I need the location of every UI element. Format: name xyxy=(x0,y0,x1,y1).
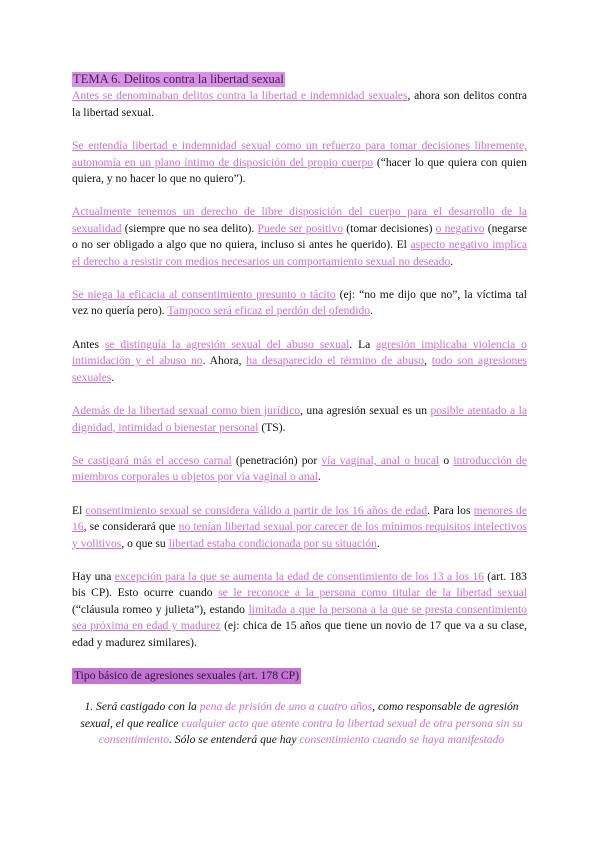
highlight: aspecto negativo implica el derecho a resistir con medios necesarios un comportamiento sexual no deseado xyxy=(72,238,527,268)
highlight: Además de la libertad sexual como bien jurídico xyxy=(72,404,301,418)
text: (TS). xyxy=(258,420,286,434)
highlight: Puede ser positivo xyxy=(257,221,344,235)
text: . Sólo se entenderá que hay xyxy=(169,733,300,747)
text: . Para los xyxy=(427,503,474,517)
text: . xyxy=(450,254,454,268)
highlight: Se niega la eficacia al consentimiento presunto o tácito xyxy=(72,288,336,302)
text: , se considerará que xyxy=(83,520,179,534)
text: (tomar decisiones) xyxy=(343,221,436,235)
text: (negarse o no ser obligado a algo que no quiera, incluso si antes he querido). El xyxy=(72,221,527,252)
highlight: cualquier acto que atente contra la libertad sexual de otra persona sin su consentimiento xyxy=(98,716,523,747)
subheading-paragraph xyxy=(72,668,527,684)
highlight: se le reconoce a la persona como titular de la libertad sexual xyxy=(218,586,527,600)
text: . Ahora, xyxy=(202,354,247,368)
subheading: Tipo básico de agresiones sexuales (art. 178 CP) xyxy=(72,668,301,684)
text: . xyxy=(376,536,380,550)
text: (art. 183 bis CP). Esto ocurre cuando xyxy=(72,569,527,600)
paragraph-7 xyxy=(72,453,527,486)
highlight: todo son agresiones sexuales xyxy=(72,354,527,384)
highlight: menores de 16 xyxy=(72,503,527,534)
text: , o que su xyxy=(121,536,169,550)
paragraph-4 xyxy=(72,287,527,320)
text: (ej: chica de 15 años que tiene un novio de 17 que va a su clase, edad y madurez similares). xyxy=(72,619,527,649)
paragraph-3 xyxy=(72,204,527,270)
paragraph-6 xyxy=(72,403,527,436)
paragraph-8 xyxy=(72,503,527,552)
text: Antes xyxy=(72,337,105,351)
text: , una agresión sexual es un xyxy=(300,404,431,418)
highlight: Se castigará más el acceso carnal xyxy=(72,453,232,467)
highlight: o negativo xyxy=(435,221,485,235)
highlight: consentimiento sexual se considera válido a partir de los 16 años de edad xyxy=(85,503,428,517)
highlight: libertad estaba condicionada por su situación xyxy=(168,536,377,550)
text: . xyxy=(111,370,115,384)
highlight: introducción de miembros corporales u objetos por vía vaginal o anal xyxy=(72,453,527,484)
text: (siempre que no sea delito). xyxy=(121,221,258,235)
text: (penetración) por xyxy=(231,453,322,467)
text: , ahora son delitos contra la libertad sexual. xyxy=(72,89,527,119)
document-title: TEMA 6. Delitos contra la libertad sexual xyxy=(73,72,284,86)
highlight: limitada a que la persona a la que se presta consentimiento sea próxima en edad y madurez xyxy=(72,602,527,633)
highlight: excepción para la que se aumenta la edad de consentimiento de los 13 a los 16 xyxy=(114,569,484,583)
text: El xyxy=(72,503,86,517)
highlight: Antes se denominaban delitos contra la libertad e indemnidad sexuales xyxy=(72,89,408,103)
text: . xyxy=(317,470,321,484)
text: 1. Será castigado con la xyxy=(84,700,200,714)
text: , como responsable de agresión sexual, el que realice xyxy=(80,700,519,730)
highlight: vía vaginal, anal o bucal xyxy=(321,453,440,467)
highlight: Se entendía libertad e indemnidad sexual como un refuerzo para tomar decisiones libremente, autonomía en un plano íntimo de disposición del propio cuerpo xyxy=(72,139,527,169)
text: (“cláusula romeo y julieta”), estando xyxy=(72,602,249,616)
text: . xyxy=(370,304,373,318)
paragraph-9 xyxy=(72,569,527,651)
paragraph-2 xyxy=(72,138,527,187)
text: , xyxy=(424,354,432,368)
text: o xyxy=(439,453,454,467)
paragraph-1 xyxy=(72,88,527,121)
text: (“hacer lo que quiera con quien quiera, y no hacer lo que no quiero”). xyxy=(72,155,527,186)
highlight: posible atentado a la dignidad, intimidad o bienestar personal xyxy=(72,404,527,434)
highlight: Tampoco será eficaz el perdón del ofendido xyxy=(167,304,371,318)
text: . La xyxy=(349,337,377,351)
paragraph-5 xyxy=(72,337,527,386)
highlight: Actualmente tenemos un derecho de libre disposición del cuerpo para el desarrollo de la sexualidad xyxy=(72,205,527,235)
highlight: ha desaparecido el término de abuso xyxy=(246,354,425,368)
highlight: pena de prisión de uno a cuatro años xyxy=(199,700,373,714)
highlight: se distinguía la agresión sexual del abuso sexual xyxy=(104,337,350,351)
list-item-1 xyxy=(72,699,527,748)
highlight: consentimiento cuando se haya manifestado xyxy=(299,733,505,747)
highlight: agresión implicaba violencia o intimidación y el abuso no xyxy=(72,337,527,368)
highlight: no tenían libertad sexual por carecer de los mínimos requisitos intelectivos y volitivos xyxy=(72,520,527,550)
text: Hay una xyxy=(72,569,115,583)
text: (ej: “no me dijo que no”, la víctima tal vez no quería pero). xyxy=(72,288,528,318)
document-page xyxy=(72,72,527,766)
